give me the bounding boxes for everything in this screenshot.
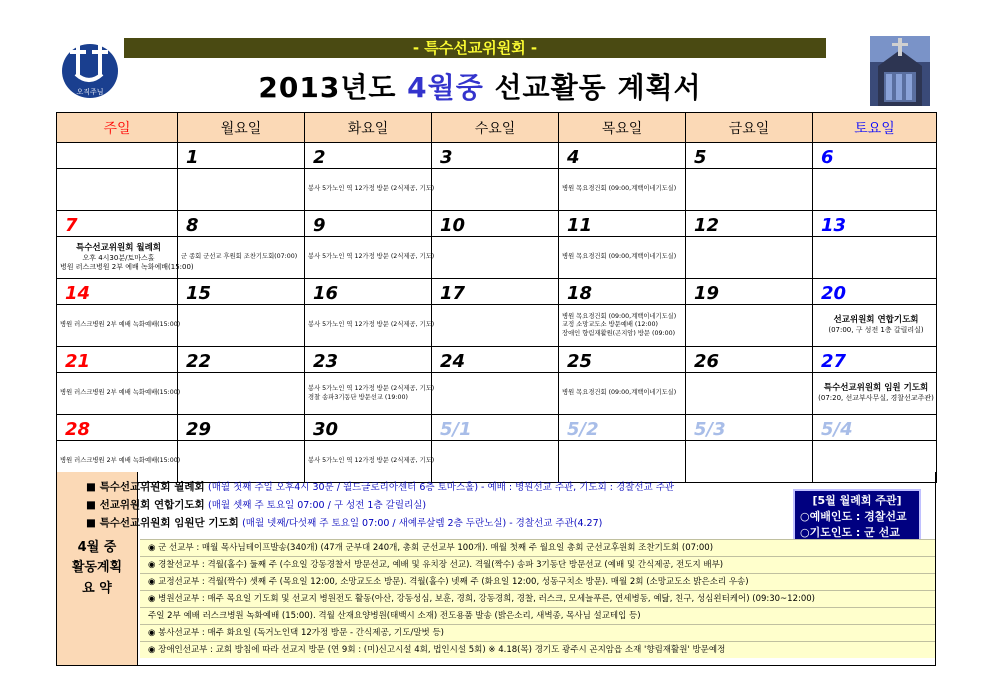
date-number: 4 (559, 143, 686, 169)
meeting-joint-prayer (86, 497, 426, 512)
event-text: 봉사 5가노인 역 12가정 방문 (2식제공, 기도) (308, 321, 435, 329)
event-cell (559, 169, 686, 211)
activity-summary-row: ◉ 병원선교부 : 매주 목요일 기도회 및 선교지 병원전도 활동(아산, 강동성심, 보훈, 경희, 강동경희, 경찰, 러스크, 모세늘푸른, 연세병동, 예닮, 친구, 성심왼터케어) (09:30~12:00) (140, 590, 935, 607)
church-building-photo (870, 36, 930, 106)
date-number: 5 (686, 143, 813, 169)
date-number: 22 (178, 347, 305, 373)
date-number: 30 (305, 415, 432, 441)
event-text: 봉사 5가노인 역 12가정 방문 (2식제공, 기도) (308, 253, 435, 261)
event-cell (686, 305, 813, 347)
meeting-name: ■ 특수선교위원회 월례회 (86, 481, 205, 493)
date-number: 24 (432, 347, 559, 373)
date-number: 20 (813, 279, 937, 305)
event-cell (178, 169, 305, 211)
activity-summary-row: ◉ 봉사선교부 : 매주 화요일 (독거노인댁 12가정 방문 - 간식제공, 기도/말벗 등) (140, 624, 935, 641)
activity-summary-row: ◉ 군 선교부 : 매월 목사님테이프발송(340개) (47개 군부대 240개, 총회 군선교부 100개). 매월 첫째 주 월요일 총회 군선교후원회 조찬기도회 (07:00) (140, 539, 935, 556)
date-number: 29 (178, 415, 305, 441)
date-number: 28 (57, 415, 178, 441)
event-text: 특수선교위원회 월례회 (75, 242, 162, 253)
activity-summary-row: 주일 2부 예배 러스크병원 녹화예배 (15:00). 격월 산재요양병원(태백시 소재) 전도용품 발송 (밝은소리, 새벽종, 목사님 설교테입 등) (140, 607, 935, 624)
box-line: ○예배인도 : 경찰선교 (800, 510, 907, 523)
event-cell (686, 169, 813, 211)
activity-summary-row: ◉ 교정선교부 : 격월(짝수) 셋째 주 (목요일 12:00, 소망교도소 방문). 격월(홀수) 넷째 주 (화요일 12:00, 성동구치소 방문). 매월 2회 (소망교도소 밝은소리 우송) (140, 573, 935, 590)
event-text: 병원 목요경건회 (09:00,계백이네기도실) (562, 185, 677, 193)
event-cell (57, 169, 178, 211)
meeting-detail: (매월 첫째 주일 오후4시 30분 / 월드글로리아센터 6층 토마스홀) - 예배 : 병원선교 주관, 기도회 : 경찰선교 주관 (208, 482, 675, 493)
meeting-name: ■ 선교위원회 연합기도회 (86, 499, 205, 511)
date-number: 18 (559, 279, 686, 305)
date-row (57, 415, 937, 441)
date-number: 5/3 (686, 415, 813, 441)
event-text: 봉사 5가노인 역 12가정 방문 (2식제공, 기도) (308, 385, 435, 393)
summary-label-line: 활동계획 (71, 560, 123, 576)
box-line: ○기도인도 : 군 선교 (800, 526, 900, 539)
date-number: 17 (432, 279, 559, 305)
church-logo (58, 38, 122, 100)
event-cell (432, 305, 559, 347)
date-number: 26 (686, 347, 813, 373)
event-row (57, 169, 937, 211)
event-cell (559, 373, 686, 415)
event-text: 병원 러스크병원 2부 예배 녹화예배(15:00) (60, 389, 181, 397)
weekday-wed: 수요일 (432, 113, 559, 143)
event-cell (178, 237, 305, 279)
date-number: 6 (813, 143, 937, 169)
date-row (57, 279, 937, 305)
date-number: 5/2 (559, 415, 686, 441)
page-title (200, 66, 760, 106)
date-number: 12 (686, 211, 813, 237)
weekday-fri: 금요일 (686, 113, 813, 143)
meeting-detail: (매월 셋째 주 토요일 07:00 / 구 성전 1층 갈릴리실) (208, 500, 427, 511)
event-cell (813, 305, 937, 347)
event-cell (57, 305, 181, 347)
meeting-monthly (86, 479, 674, 494)
date-number: 2 (305, 143, 432, 169)
event-text: 병원 목요경건회 (09:00,계백이네기도실) (562, 313, 677, 321)
event-cell (432, 373, 559, 415)
date-row (57, 211, 937, 237)
weekday-header-row (57, 113, 937, 143)
event-text: 병원 목요경건회 (09:00,계백이네기도실) (562, 253, 677, 261)
box-title: [5월 월례회 주관] (812, 494, 902, 507)
weekday-sat: 토요일 (813, 113, 937, 143)
activity-summary-row: ◉ 장애인선교부 : 교회 방침에 따라 선교지 방문 (연 9회 : (미)신고시설 4회, 법인시설 5회) ※ 4.18(목) 경기도 광주시 곤지암읍 소재 '향림재활원' 방문예정 (140, 641, 935, 658)
event-text: 병원 목요경건회 (09:00,계백이네기도실) (562, 389, 677, 397)
event-cell (305, 237, 435, 279)
committee-banner: - 특수선교위원회 - (124, 38, 826, 58)
event-text: (07:20, 선교부사무실, 경찰선교주관) (818, 394, 934, 403)
event-text: 봉사 5가노인 역 12가정 방문 (2식제공, 기도) (308, 185, 435, 193)
date-number: 3 (432, 143, 559, 169)
date-number: 1 (178, 143, 305, 169)
event-cell (559, 305, 686, 347)
date-number: 8 (178, 211, 305, 237)
date-number: 7 (57, 211, 178, 237)
meeting-detail: (매월 넷째/다섯째 주 토요일 07:00 / 새예루살렘 2층 두란노실) - 경찰선교 주관(4.27) (242, 518, 603, 529)
weekday-tue: 화요일 (305, 113, 432, 143)
event-text: 병원 러스크병원 2부 예배 녹화예배(15:00) (60, 263, 194, 272)
date-row (57, 347, 937, 373)
date-number: 25 (559, 347, 686, 373)
date-number: 16 (305, 279, 432, 305)
event-text: 병원 러스크병원 2부 예배 녹화예배(15:00) (60, 321, 181, 329)
event-cell (57, 237, 194, 279)
may-host-box (793, 489, 921, 544)
date-number: 21 (57, 347, 178, 373)
event-cell (305, 169, 435, 211)
summary-label-line: 요 약 (82, 580, 112, 596)
event-text: 봉사 5가노인 역 12가정 방문 (2식제공, 기도) (308, 457, 435, 465)
meeting-officers-prayer (86, 515, 602, 530)
event-cell (57, 373, 181, 415)
event-cell (178, 305, 305, 347)
meeting-name: ■ 특수선교위원회 임원단 기도회 (86, 517, 239, 529)
activity-summary-row: ◉ 경찰선교부 : 격월(홀수) 둘째 주 (수요일 강동경찰서 방문선교, 예배 및 유치장 선교). 격월(짝수) 송파 3기동단 방문선교 (예배 및 간식제공, 전도지 배부) (140, 556, 935, 573)
date-number: 14 (57, 279, 178, 305)
date-number: 10 (432, 211, 559, 237)
event-cell (305, 373, 435, 415)
date-number: 11 (559, 211, 686, 237)
title-rest: 선교활동 계획서 (483, 71, 702, 104)
event-text: (07:00, 구 성전 1층 갈릴리실) (828, 326, 924, 335)
event-text: 교정 소망교도소 방문예배 (12:00) (562, 321, 658, 329)
date-number: 15 (178, 279, 305, 305)
title-year: 2013년도 (258, 71, 408, 104)
event-cell (813, 373, 937, 415)
event-text: 오후 4시30분/토마스홀 (82, 253, 155, 262)
event-text: 장애인 향림재활원(곤지암) 방문 (09:00) (562, 329, 676, 337)
date-number: 5/4 (813, 415, 937, 441)
event-row (57, 237, 937, 279)
date-number: 19 (686, 279, 813, 305)
date-number: 5/1 (432, 415, 559, 441)
event-cell (559, 237, 686, 279)
event-text: 특수선교위원회 임원 기도회 (823, 383, 929, 394)
event-text: 군 종회 군선교 후원회 조찬기도회(07:00) (181, 253, 298, 261)
event-cell (813, 237, 937, 279)
date-number: 27 (813, 347, 937, 373)
event-text: 병원 러스크병원 2부 예배 녹화예배(15:00) (60, 457, 181, 465)
date-number: 9 (305, 211, 432, 237)
date-row (57, 143, 937, 169)
event-text: 경찰 송파3기동단 방문선교 (19:00) (308, 393, 408, 401)
event-cell (686, 237, 813, 279)
weekday-thu: 목요일 (559, 113, 686, 143)
date-number: 13 (813, 211, 937, 237)
date-number (57, 143, 178, 169)
event-text: 선교위원회 연합기도회 (833, 315, 919, 326)
logo-text: 오직주님 (76, 88, 104, 96)
date-number: 23 (305, 347, 432, 373)
title-month: 4월중 (407, 71, 484, 104)
event-cell (178, 373, 305, 415)
event-cell (686, 373, 813, 415)
event-row (57, 305, 937, 347)
event-row (57, 373, 937, 415)
event-cell (305, 305, 435, 347)
weekday-sun: 주일 (57, 113, 178, 143)
summary-label-line: 4월 중 (77, 540, 117, 556)
event-cell (432, 237, 559, 279)
weekday-mon: 월요일 (178, 113, 305, 143)
event-cell (432, 169, 559, 211)
activity-calendar (56, 112, 937, 483)
event-cell (813, 169, 937, 211)
